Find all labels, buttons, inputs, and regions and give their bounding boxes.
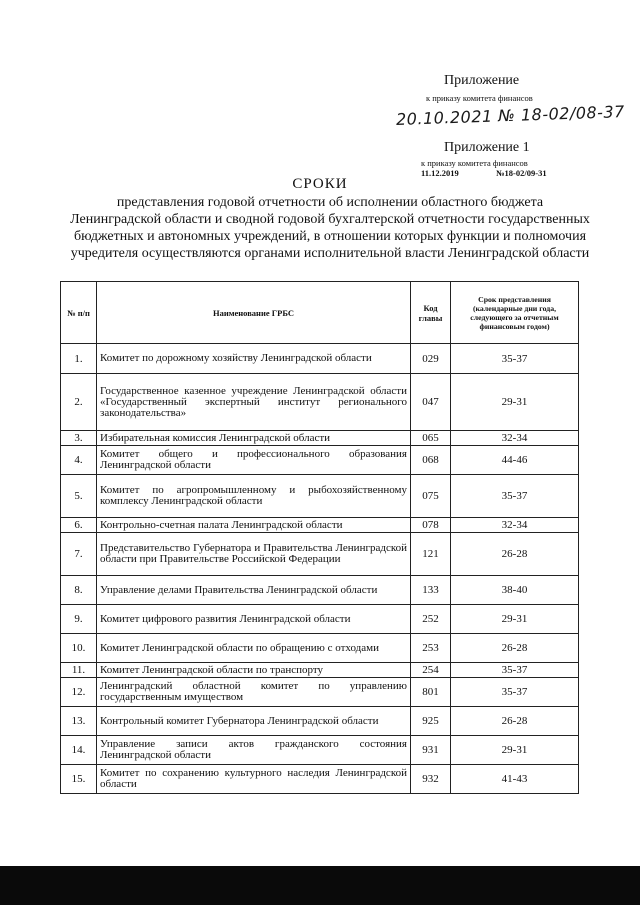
row-number: 8. xyxy=(61,576,97,605)
appendix-title: Приложение xyxy=(444,73,520,88)
row-number: 15. xyxy=(61,765,97,794)
table-row xyxy=(61,431,579,446)
row-term: 35-37 xyxy=(451,475,579,518)
row-number: 11. xyxy=(61,663,97,678)
row-term: 26-28 xyxy=(451,634,579,663)
table-row xyxy=(61,663,579,678)
column-header-num: № п/п xyxy=(61,282,97,344)
table-row xyxy=(61,446,579,475)
row-number: 1. xyxy=(61,344,97,374)
row-code: 253 xyxy=(411,634,451,663)
row-name: Комитет по сохранению культурного наследия Ленинградской области xyxy=(97,765,411,794)
row-name: Комитет общего и профессионального образования Ленинградской области xyxy=(97,446,411,475)
row-name: Избирательная комиссия Ленинградской области xyxy=(97,431,411,446)
row-code: 133 xyxy=(411,576,451,605)
row-code: 065 xyxy=(411,431,451,446)
row-term: 32-34 xyxy=(451,518,579,533)
row-code: 932 xyxy=(411,765,451,794)
row-number: 9. xyxy=(61,605,97,634)
row-term: 29-31 xyxy=(451,374,579,431)
row-term: 26-28 xyxy=(451,533,579,576)
table-row xyxy=(61,765,579,794)
row-number: 5. xyxy=(61,475,97,518)
row-code: 931 xyxy=(411,736,451,765)
row-name: Комитет Ленинградской области по транспорту xyxy=(97,663,411,678)
row-number: 10. xyxy=(61,634,97,663)
row-name: Управление делами Правительства Ленинградской области xyxy=(97,576,411,605)
table-row xyxy=(61,634,579,663)
row-code: 254 xyxy=(411,663,451,678)
table-row xyxy=(61,605,579,634)
row-term: 32-34 xyxy=(451,431,579,446)
row-code: 029 xyxy=(411,344,451,374)
handwritten-date-number: 20.10.2021 № 18-02/08-37 xyxy=(395,102,626,129)
table-row xyxy=(61,518,579,533)
row-number: 4. xyxy=(61,446,97,475)
table-row xyxy=(61,475,579,518)
table-row xyxy=(61,678,579,707)
scan-bottom-edge xyxy=(0,866,640,905)
table-row xyxy=(61,344,579,374)
row-name: Контрольно-счетная палата Ленинградской области xyxy=(97,518,411,533)
row-term: 35-37 xyxy=(451,663,579,678)
row-code: 047 xyxy=(411,374,451,431)
row-name: Комитет по агропромышленному и рыбохозяйственному комплексу Ленинградской области xyxy=(97,475,411,518)
appendix1-date: 11.12.2019 xyxy=(421,168,459,178)
row-number: 6. xyxy=(61,518,97,533)
row-number: 13. xyxy=(61,707,97,736)
column-header-name: Наименование ГРБС xyxy=(97,282,411,344)
appendix1-number: №18-02/09-31 xyxy=(496,168,547,178)
row-term: 26-28 xyxy=(451,707,579,736)
row-number: 14. xyxy=(61,736,97,765)
document-heading: СРОКИ xyxy=(292,176,348,192)
row-code: 801 xyxy=(411,678,451,707)
appendix1-title: Приложение 1 xyxy=(444,140,530,155)
row-term: 35-37 xyxy=(451,344,579,374)
table-row xyxy=(61,374,579,431)
row-number: 3. xyxy=(61,431,97,446)
row-term: 29-31 xyxy=(451,605,579,634)
row-name: Управление записи актов гражданского состояния Ленинградской области xyxy=(97,736,411,765)
row-name: Комитет по дорожному хозяйству Ленинградской области xyxy=(97,344,411,374)
table-row xyxy=(61,533,579,576)
column-header-term: Срок представления (календарные дни года, следующего за отчетным финансовым годом) xyxy=(451,282,579,344)
row-code: 068 xyxy=(411,446,451,475)
table-header-row xyxy=(61,282,579,344)
grbs-table xyxy=(60,281,579,794)
row-name: Контрольный комитет Губернатора Ленинградской области xyxy=(97,707,411,736)
row-term: 41-43 xyxy=(451,765,579,794)
row-number: 12. xyxy=(61,678,97,707)
row-term: 29-31 xyxy=(451,736,579,765)
table-row xyxy=(61,707,579,736)
row-code: 121 xyxy=(411,533,451,576)
column-header-code: Код главы xyxy=(411,282,451,344)
document-subtitle: представления годовой отчетности об исполнении областного бюджета Ленинградской области и сводной годовой бухгалтерской отчетности государственных бюджетных и автономных учреждений, в отношении которых функции и полномочия учредителя осуществляются органами исполнительной власти Ленинградской области xyxy=(70,195,590,261)
appendix1-subtitle: к приказу комитета финансов xyxy=(421,158,528,168)
row-number: 2. xyxy=(61,374,97,431)
appendix-subtitle: к приказу комитета финансов xyxy=(426,93,533,103)
table-row xyxy=(61,736,579,765)
row-name: Государственное казенное учреждение Ленинградской области «Государственный экспертный институт регионального законодательства» xyxy=(97,374,411,431)
row-name: Ленинградский областной комитет по управлению государственным имуществом xyxy=(97,678,411,707)
row-term: 35-37 xyxy=(451,678,579,707)
table-row xyxy=(61,576,579,605)
row-code: 252 xyxy=(411,605,451,634)
row-name: Комитет цифрового развития Ленинградской области xyxy=(97,605,411,634)
row-name: Представительство Губернатора и Правительства Ленинградской области при Правительстве Российской Федерации xyxy=(97,533,411,576)
row-term: 38-40 xyxy=(451,576,579,605)
row-code: 075 xyxy=(411,475,451,518)
row-code: 078 xyxy=(411,518,451,533)
row-number: 7. xyxy=(61,533,97,576)
row-name: Комитет Ленинградской области по обращению с отходами xyxy=(97,634,411,663)
row-code: 925 xyxy=(411,707,451,736)
row-term: 44-46 xyxy=(451,446,579,475)
